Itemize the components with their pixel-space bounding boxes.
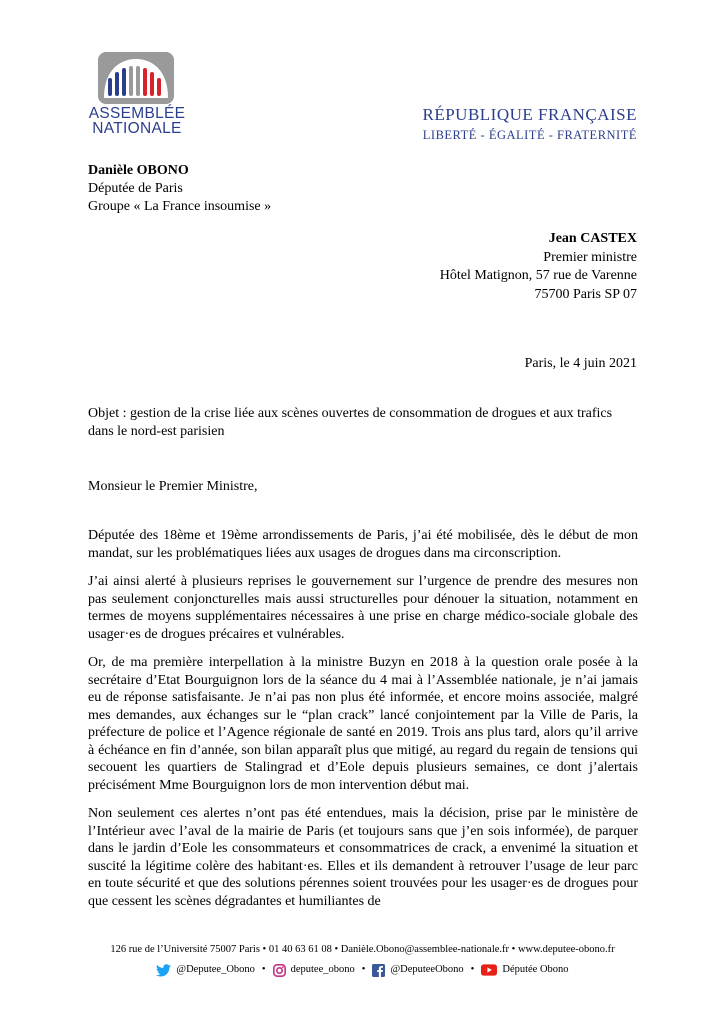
recipient-title: Premier ministre	[543, 249, 637, 265]
body-paragraph-1: Députée des 18ème et 19ème arrondissements de Paris, j’ai été mobilisée, dès le début de mon mandat, sur les problématiques liées aux usages de drogues dans ma circonscription.	[88, 528, 638, 561]
letter-subject: Objet : gestion de la crise liée aux scènes ouvertes de consommation de drogues et aux trafics dans le nord-est parisien	[88, 406, 613, 439]
sender-title: Députée de Paris	[88, 181, 183, 196]
hemicycle-icon	[98, 52, 174, 104]
footer-separator: •	[470, 964, 475, 975]
footer-separator: •	[361, 964, 366, 975]
letter-body	[88, 527, 638, 931]
twitter-link[interactable]	[156, 963, 254, 977]
letter-salutation: Monsieur le Premier Ministre,	[88, 479, 258, 494]
body-paragraph-2: J’ai ainsi alerté à plusieurs reprises le gouvernement sur l’urgence de prendre des mesures non pas seulement conjoncturelles mais aussi structurelles pour dénouer la situation, notamment en termes de moyens supplémentaires nécessaires à une prise en charge médico-sociale globale des usager·es de drogues précaires et vulnérables.	[88, 574, 638, 642]
youtube-icon	[481, 964, 497, 976]
letter-date: Paris, le 4 juin 2021	[524, 356, 637, 371]
republic-heading	[423, 104, 638, 144]
recipient-name: Jean CASTEX	[548, 231, 637, 246]
recipient-address-line-1: Hôtel Matignon, 57 rue de Varenne	[439, 268, 637, 283]
sender-name: Danièle OBONO	[88, 163, 189, 178]
logo-line-2: NATIONALE	[92, 120, 182, 137]
body-paragraph-4: Non seulement ces alertes n’ont pas été entendues, mais la décision, prise par le ministère de l’Intérieur avec l’aval de la mairie de Paris (et toujours sans que j’en sois informée), de parquer dans le jardin d’Eole les consommateurs et consommatrices de crack, a envenimé la situation et suscité la légitime colère des habitant·es. Elles et ils demandent à retrouver l’usage de leur parc en toute sécurité et que des solutions pérennes soient trouvées pour les usager·es de drogues pour que cessent les scènes dégradantes et humiliantes de	[88, 806, 638, 909]
sender-block	[88, 162, 271, 216]
facebook-link[interactable]	[372, 963, 463, 977]
logo-line-1: ASSEMBLÉE	[88, 105, 186, 122]
facebook-handle: @DeputeeObono	[390, 964, 464, 975]
letter-footer	[0, 943, 725, 977]
sender-group: Groupe « La France insoumise »	[88, 199, 272, 214]
facebook-icon	[372, 964, 385, 977]
youtube-channel: Députée Obono	[502, 964, 569, 975]
youtube-link[interactable]	[481, 963, 568, 977]
footer-socials	[0, 963, 725, 977]
republic-motto: LIBERTÉ - ÉGALITÉ - FRATERNITÉ	[422, 128, 637, 142]
assemblee-nationale-logo	[84, 52, 190, 136]
recipient-block	[440, 230, 637, 304]
instagram-handle: deputee_obono	[290, 964, 355, 975]
twitter-icon	[156, 964, 171, 977]
logo-text	[84, 106, 190, 136]
body-paragraph-3: Or, de ma première interpellation à la ministre Buzyn en 2018 à la question orale posée à la secrétaire d’Etat Bourguignon lors de la séance du 4 mai à l’Assemblée nationale, je n’ai jamais eu de réponse satisfaisante. Je n’ai pas non plus été informée, et encore moins associée, malgré mes demandes, aux échanges sur le “plan crack” lancé conjointement par la Ville de Paris, la préfecture de police et l’Agence régionale de santé en 2019. Trois ans plus tard, alors qu’il arrive à échéance en fin d’année, son bilan apparaît plus que mitigé, au regard du regain de tensions qui secouent les quartiers de Stalingrad et d’Eole depuis plusieurs semaines, ce dont j’alertais précisément Mme Bourguignon lors de mon intervention début mai.	[88, 655, 638, 793]
instagram-icon	[273, 964, 286, 977]
footer-separator: •	[261, 964, 266, 975]
republic-name: RÉPUBLIQUE FRANÇAISE	[422, 105, 637, 124]
instagram-link[interactable]	[273, 963, 355, 977]
twitter-handle: @Deputee_Obono	[176, 964, 255, 975]
recipient-address-line-2: 75700 Paris SP 07	[534, 286, 637, 302]
footer-address-line: 126 rue de l’Université 75007 Paris • 01 40 63 61 08 • Danièle.Obono@assemblee-nationale.fr • www.deputee-obono.fr	[110, 944, 615, 955]
